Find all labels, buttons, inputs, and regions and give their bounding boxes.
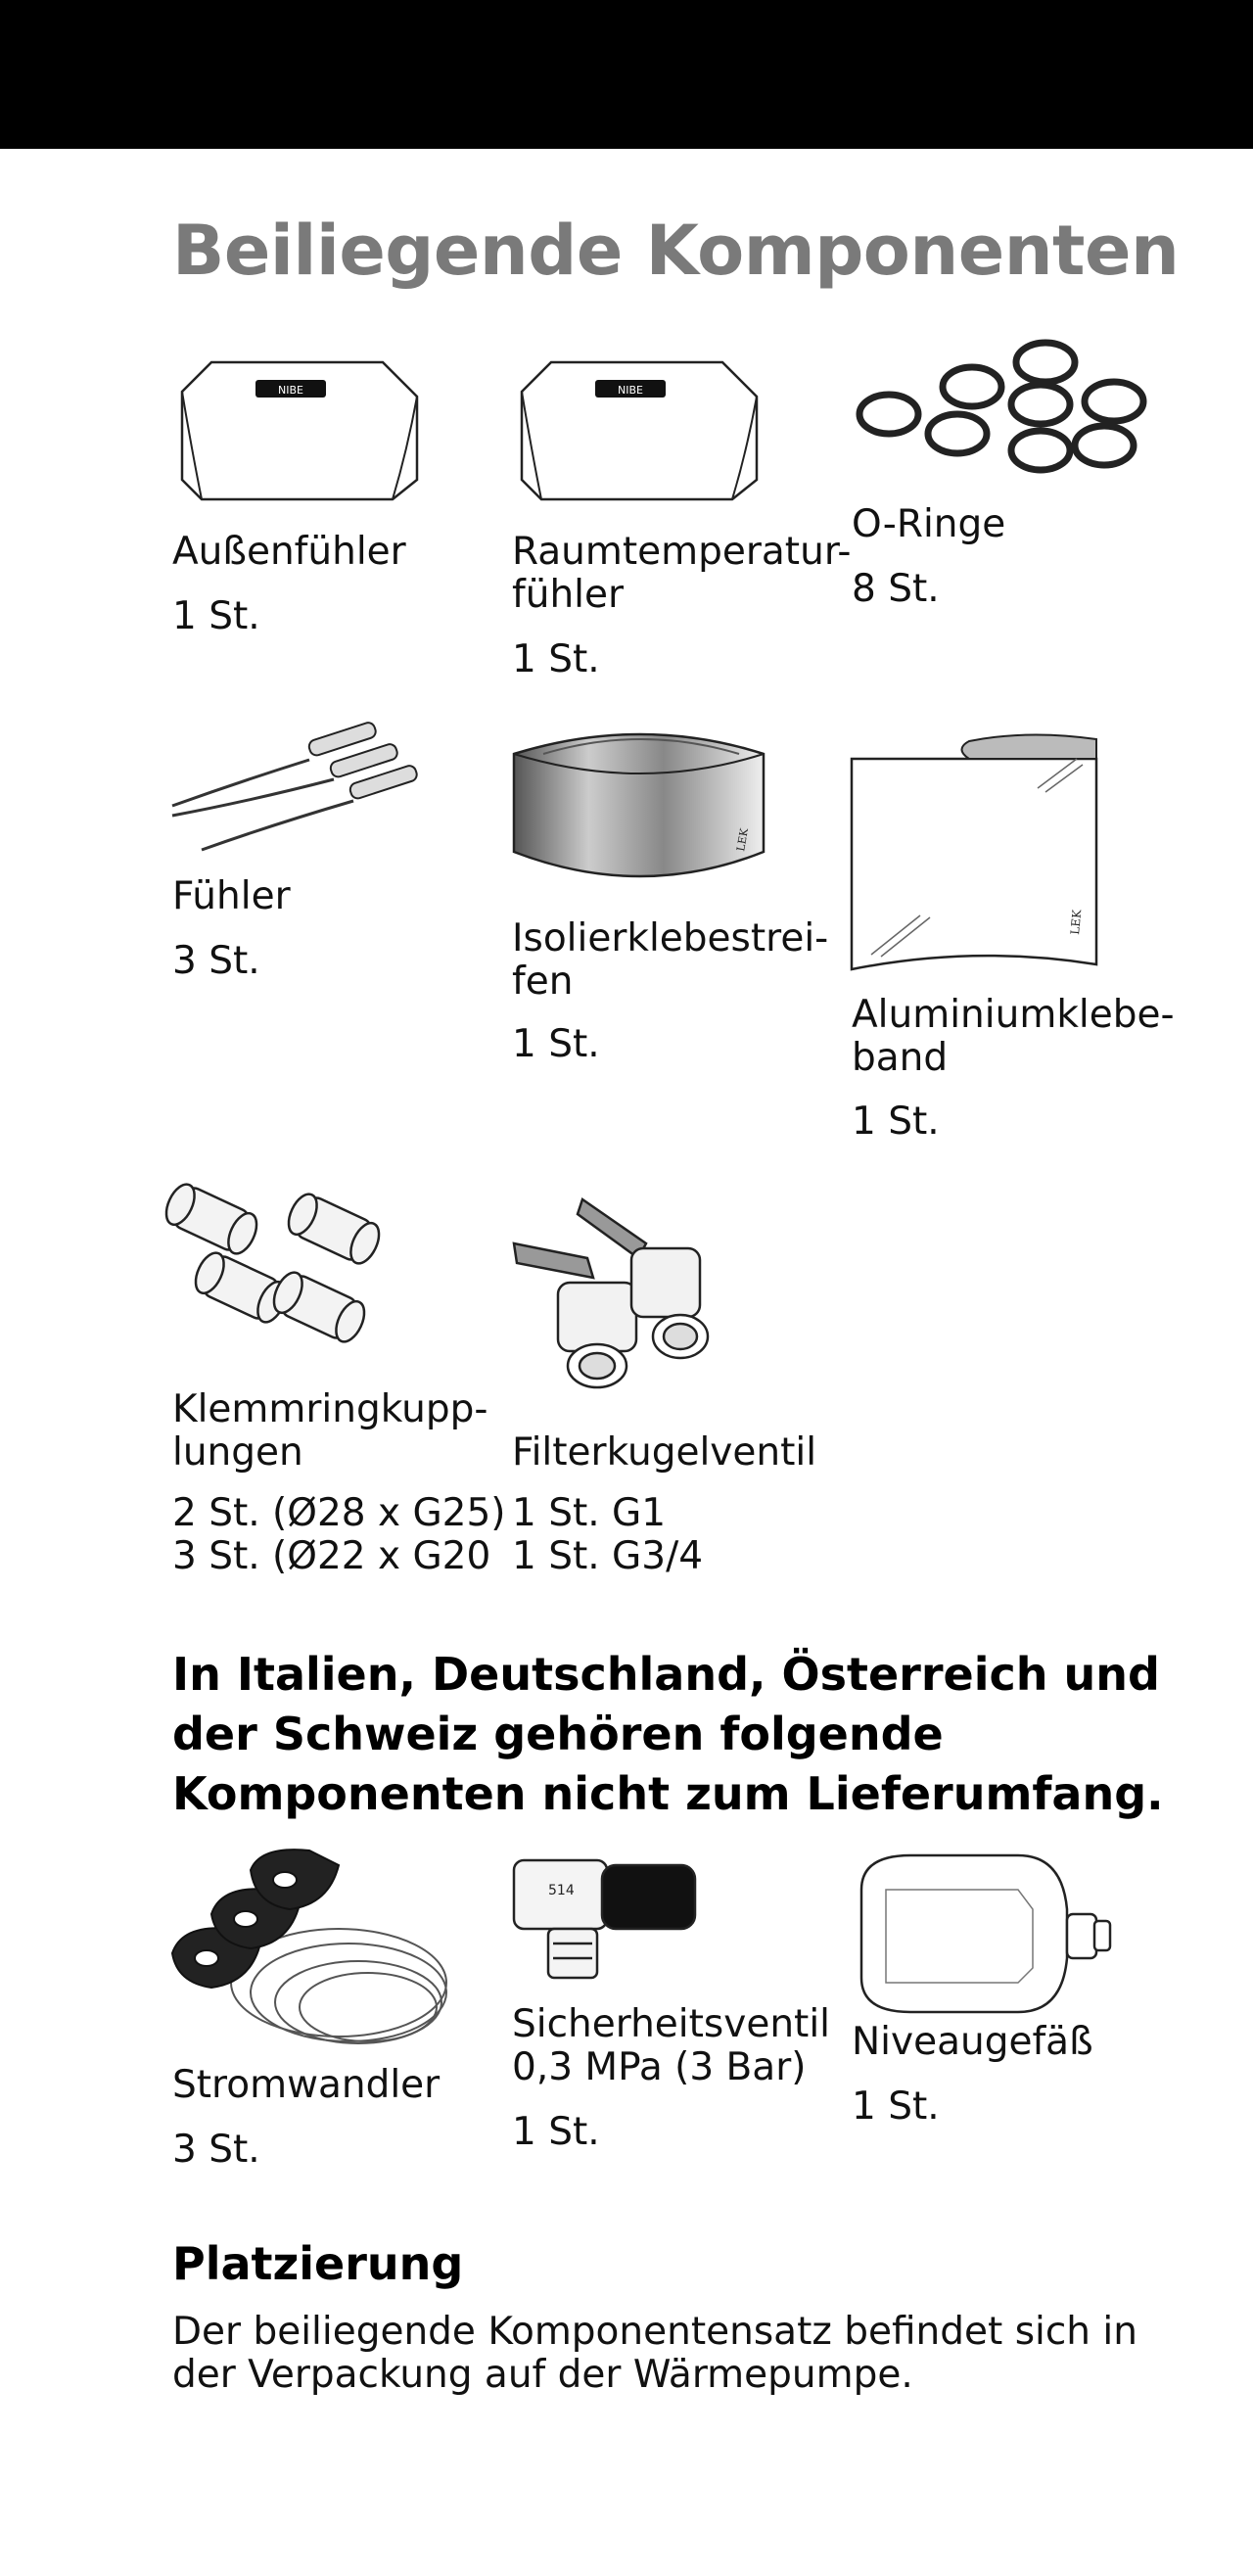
component-qty: 8 St.: [852, 567, 940, 611]
component-qty: 1 St.: [172, 594, 260, 638]
insulation-tape-icon: [509, 715, 773, 895]
filter-ball-valve-icon: [509, 1190, 724, 1409]
excluded-qty: 3 St.: [172, 2128, 260, 2172]
component-qty: 3 St.: [172, 939, 260, 983]
component-qty: 1 St.: [852, 1100, 940, 1144]
o-rings-icon: [850, 338, 1163, 489]
excluded-name: Stromwandler: [172, 2063, 441, 2107]
component-name: Außenfühler: [172, 530, 406, 574]
svg-text:514: 514: [548, 1883, 575, 1898]
excluded-name: Sicherheitsventil 0,3 MPa (3 Bar): [512, 2002, 831, 2089]
component-name: Klemmringkupp- lungen: [172, 1387, 488, 1475]
component-name: Raumtemperatur- fühler: [512, 530, 852, 617]
component-qty: 1 St.: [512, 1022, 600, 1066]
aluminium-tape-icon: [852, 729, 1106, 978]
probe-sensors-icon: [172, 713, 427, 864]
current-transformer-icon: [172, 1846, 466, 2075]
safety-valve-icon: [509, 1846, 705, 1996]
component-name: Isolierklebestrei- fen: [512, 916, 829, 1004]
placement-text: Der beiliegende Komponentensatz befindet sich in der Verpackung auf der Wärmepumpe.: [172, 2310, 1137, 2397]
top-bar: [0, 0, 1253, 149]
svg-text:LEK: LEK: [1068, 909, 1085, 936]
component-name: O-Ringe: [852, 502, 1006, 546]
component-qty: 1 St. G1 1 St. G3/4: [512, 1491, 704, 1578]
excluded-qty: 1 St.: [852, 2084, 940, 2129]
room-sensor-icon: [512, 352, 766, 513]
notice-heading: In Italien, Deutschland, Österreich und der Schweiz gehören folgende Komponenten nicht zum Lieferumfang.: [172, 1648, 1164, 1820]
excluded-qty: 1 St.: [512, 2110, 600, 2154]
component-name: Fühler: [172, 874, 291, 918]
excluded-name: Niveaugefäß: [852, 2020, 1093, 2064]
page-title: Beiliegende Komponenten: [172, 211, 1180, 291]
component-qty: 2 St. (Ø28 x G25) 3 St. (Ø22 x G20: [172, 1491, 506, 1578]
level-vessel-icon: [852, 1850, 1116, 2021]
component-qty: 1 St.: [512, 637, 600, 681]
svg-text:NIBE: NIBE: [278, 384, 303, 397]
svg-text:LEK: LEK: [734, 827, 752, 853]
placement-heading: Platzierung: [172, 2237, 464, 2290]
component-name: Filterkugelventil: [512, 1430, 817, 1475]
svg-text:NIBE: NIBE: [618, 384, 643, 397]
compression-couplings-icon: [172, 1190, 407, 1370]
component-name: Aluminiumklebe- band: [852, 993, 1175, 1080]
outdoor-sensor-icon: [172, 352, 427, 513]
